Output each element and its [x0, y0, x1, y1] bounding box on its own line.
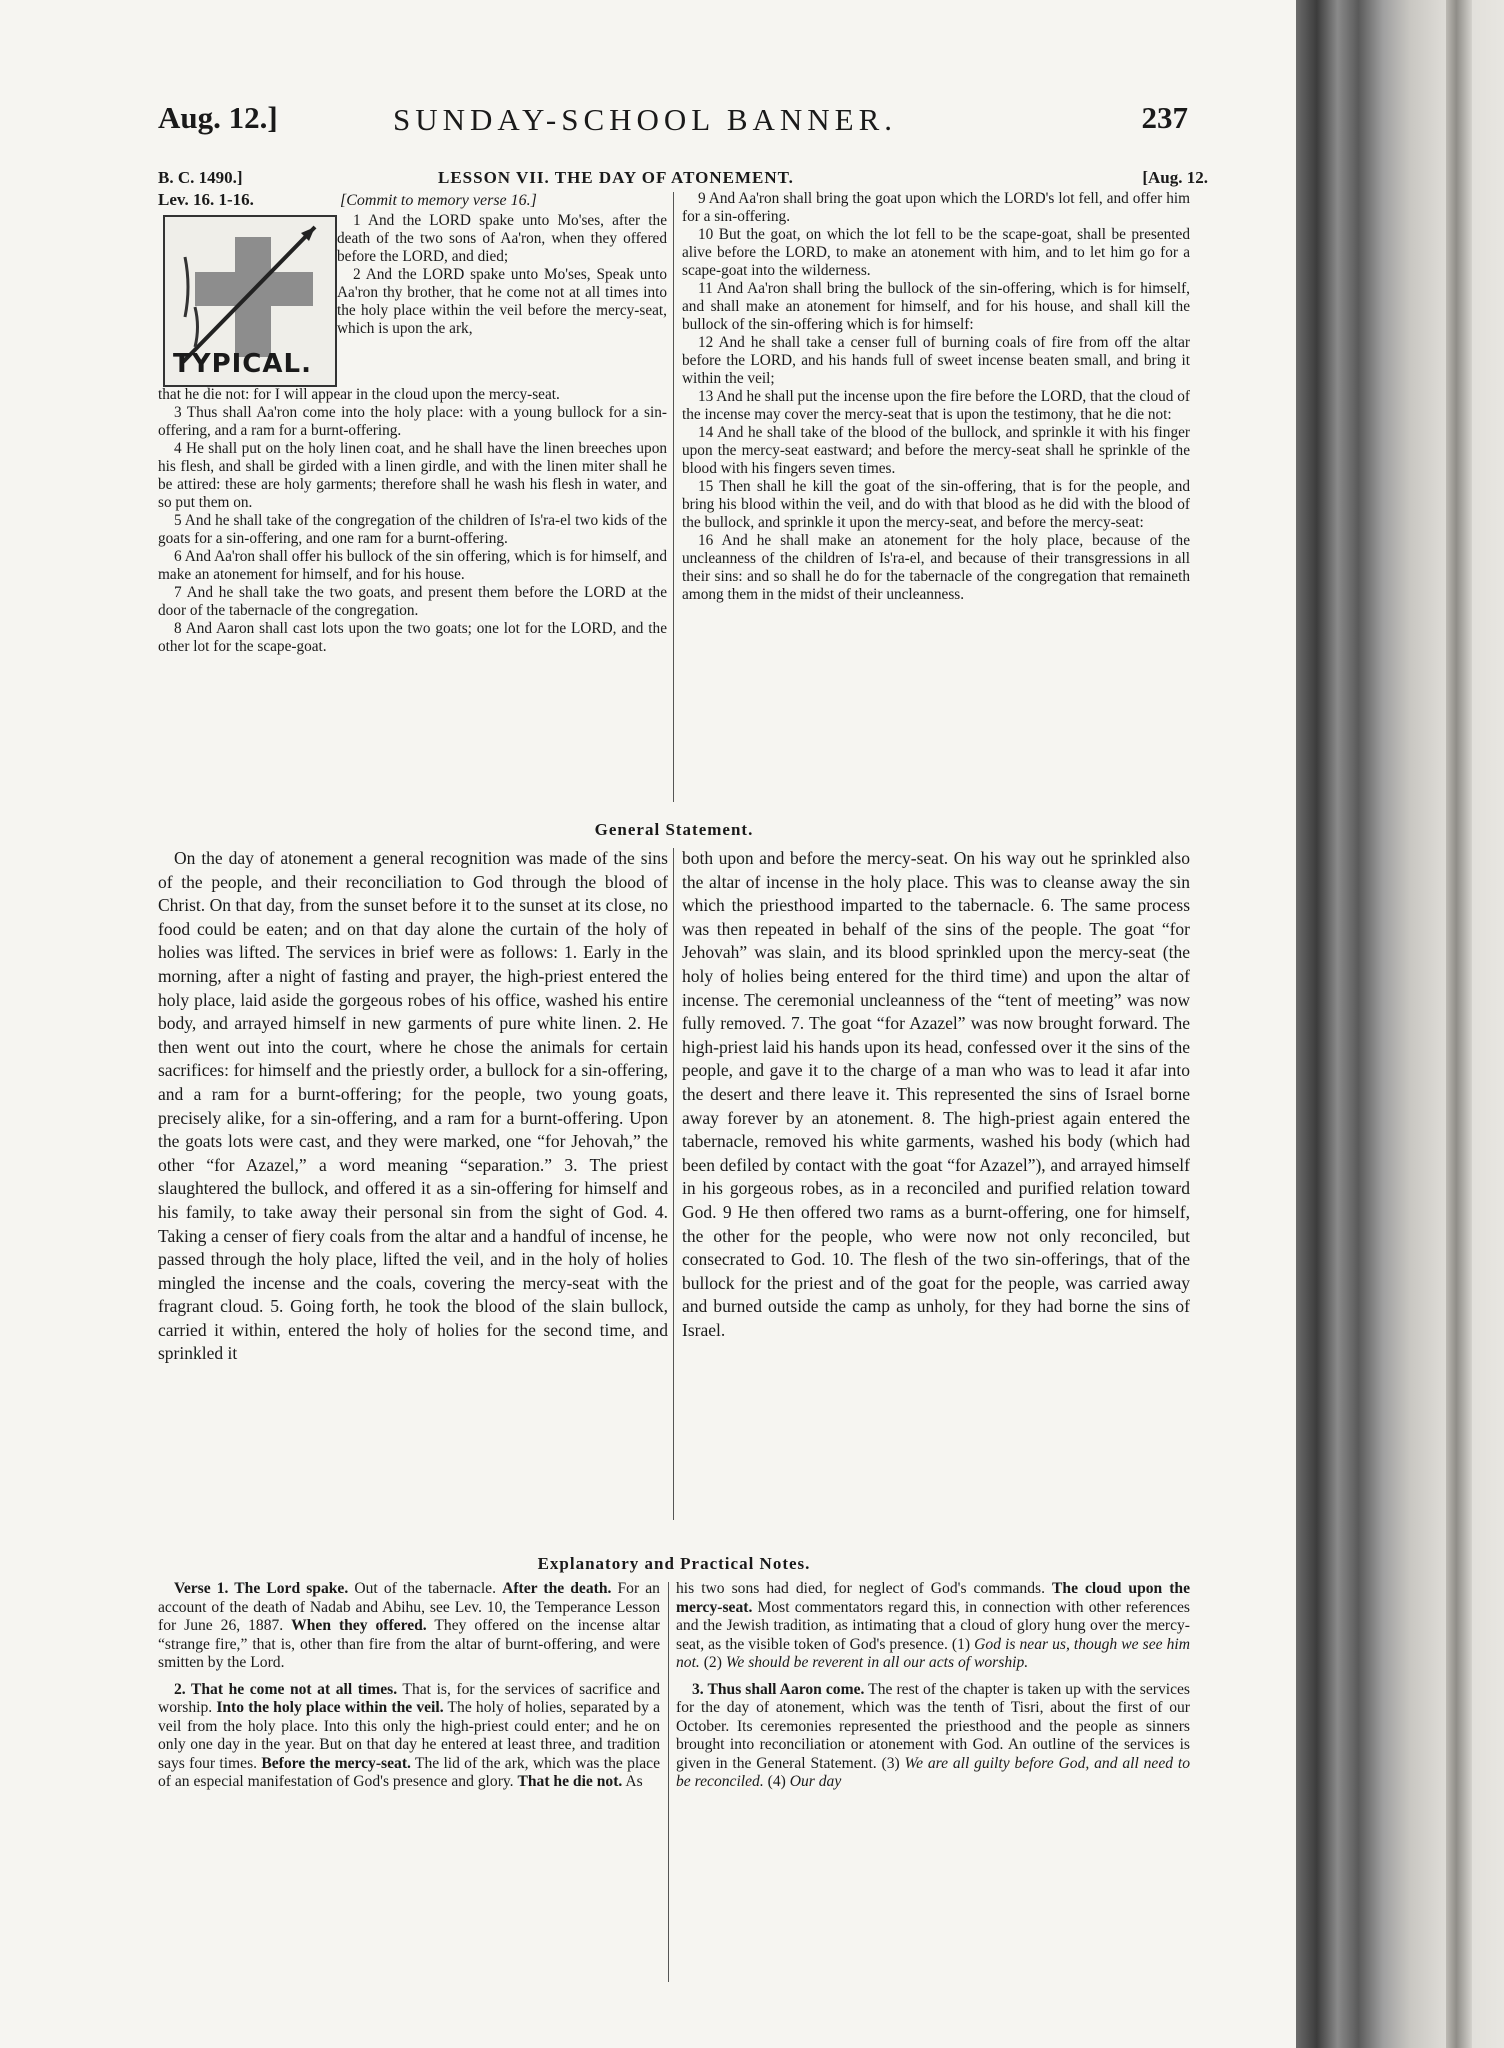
- verse-7: 7 And he shall take the two goats, and present them before the LORD at the door of the tabernacle of the congregation.: [158, 584, 667, 619]
- note-text: That is, for the services of sacrifice and worship.: [158, 1680, 661, 1716]
- verses-beside-image: [337, 212, 667, 338]
- general-statement-right: [682, 847, 1190, 1342]
- general-statement-right-text: both upon and before the mercy-seat. On his way out he sprinkled also the altar of incense in the holy place. This was to cleanse away the sin which the priesthood imparted to the tabernacle. 6. The same process was then repeated in behalf of the sins of the people. The goat “for Jehovah” was slain, and its blood sprinkled upon the mercy-seat (the holy of holies being entered for the third time) and upon the altar of incense. The ceremonial uncleanness of the “tent of meeting” was now fully removed. 7. The goat “for Azazel” was now brought forward. The high-priest laid his hands upon its head, confessed over it the sins of the people, and gave it to the charge of a man who was to lead it afar into the desert and there leave it. This represented the sins of Israel borne away forever by an atonement. 8. The high-priest again entered the tabernacle, removed his white garments, washed his body (which had been defiled by contact with the goat “for Azazel”), and arrayed himself in his gorgeous robes, as in a reconciled and purified relation toward God. 9 He then offered two rams as a burnt-offering, one for himself, the other for the people, who were now not only reconciled, but consecrated to God. 10. The flesh of the two sin-offerings, that of the bullock for the priest and of the goat for the people, was carried away and burned outside the camp as unholy, for they had borne the sins of Israel.: [682, 848, 1190, 1340]
- note-text: Out of the tabernacle.: [348, 1580, 503, 1597]
- note-lesson-point: God is near us, though we see him not.: [676, 1635, 1190, 1671]
- note-text: Most commentators regard this, in connection with other references and the Jewish tradition, as intimating that a cloud of glory hung over the mercy-seat, as the visible token of God's presence. (1): [676, 1598, 1190, 1653]
- note-keyword: Verse 1. The Lord spake.: [174, 1580, 349, 1597]
- page-number: 237: [1141, 100, 1188, 135]
- note-verse-1: [158, 1580, 660, 1673]
- note-text: They offered on the incense altar “strange fire,” that is, other than fire from the altar of burnt-offering, and were smitten by the Lord.: [158, 1617, 660, 1671]
- verse-2-cont: that he die not: for I will appear in the cloud upon the mercy-seat.: [158, 386, 560, 403]
- note-lesson-point: We are all guilty before God, and all need to be reconciled.: [676, 1754, 1190, 1790]
- general-statement-heading: General Statement.: [594, 820, 754, 839]
- notes-left-column: [158, 1580, 660, 1800]
- column-divider-2: [673, 848, 674, 1520]
- verses-left-column: [158, 386, 667, 656]
- verse-9: 9 And Aa'ron shall bring the goat upon which the LORD's lot fell, and offer him for a sin-offering.: [682, 190, 1190, 225]
- lesson-title: LESSON VII. THE DAY OF ATONEMENT.: [438, 168, 794, 187]
- verse-16: 16 And he shall make an atonement for the holy place, because of the uncleanness of the children of Is'ra-el, and because of their transgressions in all their sins: and so shall he do for the tabernacle of the congregation that remaineth among them in the midst of their uncleanness.: [682, 532, 1190, 603]
- verse-4: 4 He shall put on the holy linen coat, and he shall have the linen breeches upon his flesh, and shall be girded with a linen girdle, and with the linen miter shall he be attired: these are holy garments; therefore shall he wash his flesh in water, and so put them on.: [158, 440, 667, 511]
- lesson-date: [Aug. 12.: [1142, 168, 1208, 187]
- lesson-heading: [158, 168, 1208, 190]
- verse-1: 1 And the LORD spake unto Mo'ses, after the death of the two sons of Aa'ron, when they offered before the LORD, and died;: [337, 212, 667, 265]
- note-verse-3: [676, 1681, 1190, 1792]
- general-statement-left-text: On the day of atonement a general recognition was made of the sins of the people, and their reconciliation to God through the blood of Christ. On that day, from the sunset before it to the sunset at its close, no food could be eaten; and on that day alone the curtain of the holy of holies was lifted. The services in brief were as follows: 1. Early in the morning, after a night of fasting and prayer, the high-priest entered the holy place, laid aside the gorgeous robes of his office, washed his entire body, and arrayed himself in new garments of pure white linen. 2. He then went out into the court, where he chose the animals for certain sacrifices: for himself and the priestly order, a bullock for a sin-offering, and a ram for a burnt-offering; for the people, two young goats, precisely alike, for a sin-offering, and a ram for a burnt-offering. Upon the goats lots were cast, and they were marked, one “for Jehovah,” the other “for Azazel,” a word meaning “separation.” 3. The priest slaughtered the bullock, and offered it as a sin-offering for himself and his family, to take away their personal sin from the sight of God. 4. Taking a censer of fiery coals from the altar and a handful of incense, he passed through the holy place, lifted the veil, and in the holy of holies mingled the incense and the coals, covering the mercy-seat with the fragrant cloud. 5. Going forth, he took the blood of the slain bullock, carried it within, entered the holy of holies for the second time, and sprinkled it: [158, 848, 668, 1364]
- verse-5: 5 And he shall take of the congregation of the children of Is'ra-el two kids of the goats for a sin-offering, and one ram for a burnt-offering.: [158, 512, 667, 547]
- note-text: For an account of the death of Nadab and Abihu, see Lev. 10, the Temperance Lesson for June 26, 1887.: [158, 1580, 660, 1634]
- note-text: (2): [699, 1654, 726, 1671]
- running-header: [158, 100, 1188, 144]
- note-lesson-point: Our day: [789, 1773, 842, 1790]
- verse-13: 13 And he shall put the incense upon the fire before the LORD, that the cloud of the incense may cover the mercy-seat that is upon the testimony, that he die not:: [682, 388, 1190, 423]
- memory-verse-note: [Commit to memory verse 16.]: [340, 192, 537, 209]
- note-keyword: Before the mercy-seat.: [261, 1754, 411, 1772]
- verse-12: 12 And he shall take a censer full of burning coals of fire from off the altar before the LORD, and his hands full of sweet incense beaten small, and bring it within the veil;: [682, 334, 1190, 387]
- scripture-reference: Lev. 16. 1-16.: [158, 190, 254, 209]
- note-keyword: That he die not.: [517, 1773, 623, 1790]
- general-statement-left: [158, 847, 668, 1366]
- book-page-edges: [1296, 0, 1504, 2048]
- verse-3: 3 Thus shall Aa'ron come into the holy place: with a young bullock for a sin-offering, and a ram for a burnt-offering.: [158, 404, 667, 439]
- column-divider: [673, 192, 674, 802]
- typical-label: TYPICAL.: [173, 349, 312, 379]
- note-text: The rest of the chapter is taken up with the services for the day of atonement, which was the tenth of Tisri, about the first of our October. Its ceremonies represented the priesthood and the people as sinners brought into reconciliation or atonement with God. An outline of the services is given in the General Statement. (3): [676, 1680, 1190, 1772]
- header-date: Aug. 12.]: [158, 100, 278, 135]
- typical-cross-illustration: [163, 215, 337, 387]
- note-cloud: [676, 1580, 1190, 1673]
- note-keyword: The cloud upon the mercy-seat.: [676, 1580, 1191, 1616]
- verse-2: 2 And the LORD spake unto Mo'ses, Speak unto Aa'ron thy brother, that he come not at all times into the holy place within the veil before the mercy-seat, which is upon the ark,: [337, 266, 667, 337]
- note-verse-2: [158, 1681, 660, 1792]
- verse-11: 11 And Aa'ron shall bring the bullock of the sin-offering, which is for himself, and shall make an atonement for himself, and for his house, and shall kill the bullock of the sin-offering which is for himself:: [682, 280, 1190, 333]
- note-keyword: 3. Thus shall Aaron come.: [692, 1680, 865, 1698]
- lesson-date-bc: B. C. 1490.]: [158, 168, 243, 187]
- note-keyword: After the death.: [502, 1580, 612, 1597]
- note-text: The holy of holies, separated by a veil from the holy place. Into this only the high-priest could enter; and he on only one day in the year. But on that day he entered at least three, and tradition says four times.: [158, 1699, 660, 1772]
- verse-15: 15 Then shall he kill the goat of the sin-offering, that is for the people, and bring his blood within the veil, and do with that blood as he did with the blood of the bullock, and sprinkle it upon the mercy-seat, and before the mercy-seat:: [682, 478, 1190, 531]
- note-lesson-point: We should be reverent in all our acts of worship.: [725, 1654, 1029, 1671]
- note-keyword: Into the holy place within the veil.: [216, 1699, 444, 1716]
- note-text: (4): [763, 1773, 790, 1790]
- verse-10: 10 But the goat, on which the lot fell to be the scape-goat, shall be presented alive before the LORD, to make an atonement with him, and to let him go for a scape-goat into the wilderness.: [682, 226, 1190, 279]
- verses-right-column: [682, 190, 1190, 604]
- note-keyword: 2. That he come not at all times.: [174, 1680, 398, 1698]
- note-keyword: When they offered.: [291, 1617, 427, 1634]
- verse-14: 14 And he shall take of the blood of the bullock, and sprinkle it with his finger upon the mercy-seat eastward; and before the mercy-seat shall he sprinkle of the blood with his fingers seven times.: [682, 424, 1190, 477]
- note-text: his two sons had died, for neglect of God's commands.: [676, 1580, 1052, 1597]
- note-text: The lid of the ark, which was the place of an especial manifestation of God's presence and glory.: [158, 1754, 660, 1790]
- column-divider-3: [668, 1582, 669, 1982]
- notes-right-column: [676, 1580, 1190, 1800]
- periodical-title: SUNDAY-SCHOOL BANNER.: [393, 102, 898, 137]
- verse-6: 6 And Aa'ron shall offer his bullock of the sin offering, which is for himself, and make an atonement for himself, and for his house.: [158, 548, 667, 583]
- notes-heading: Explanatory and Practical Notes.: [537, 1554, 811, 1573]
- note-text: As: [622, 1773, 643, 1790]
- verse-8: 8 And Aaron shall cast lots upon the two goats; one lot for the LORD, and the other lot for the scape-goat.: [158, 620, 667, 655]
